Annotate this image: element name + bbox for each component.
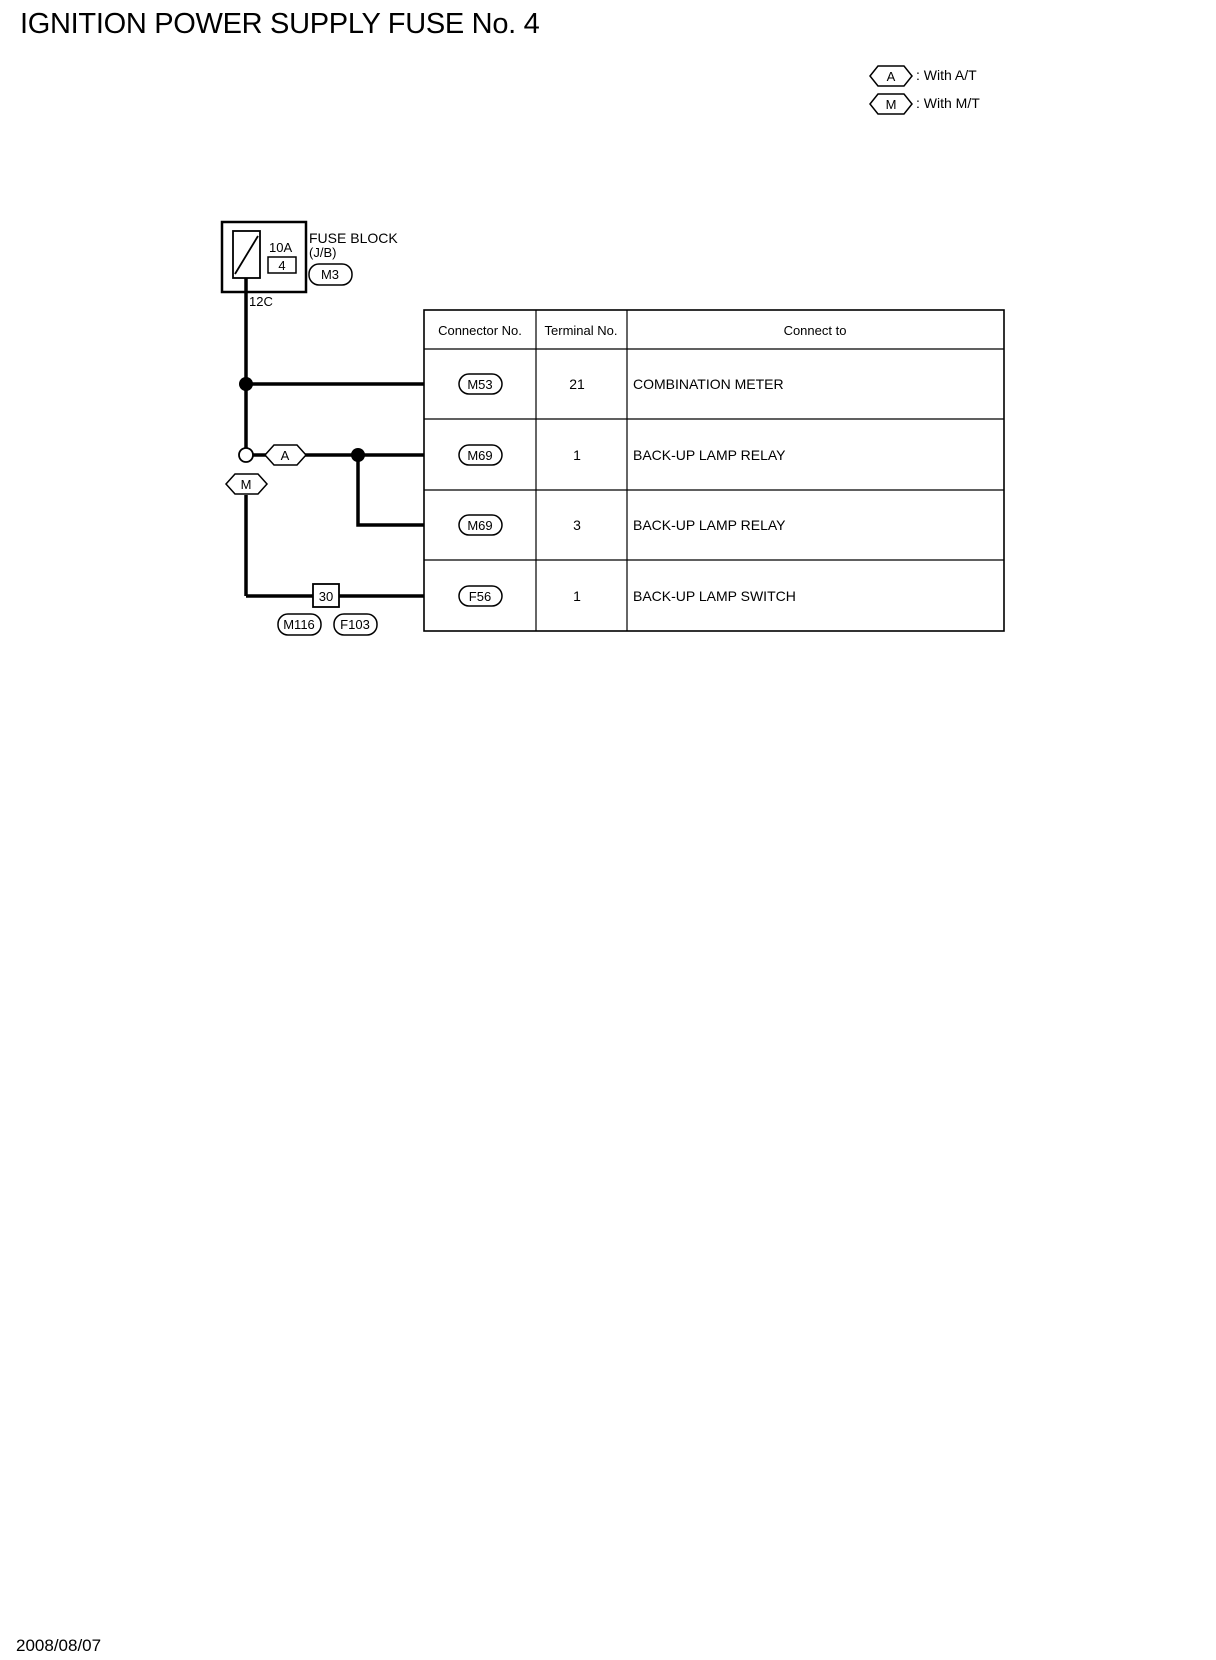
joint-connector-1: M116 <box>283 617 315 632</box>
fuse-block-label: FUSE BLOCK <box>309 230 398 246</box>
fuse-block-sublabel: (J/B) <box>309 245 337 260</box>
fuse-block-connector: M3 <box>320 267 340 282</box>
option-split-point <box>239 448 253 462</box>
splice-dot <box>239 377 253 391</box>
legend-code: A <box>886 69 896 84</box>
svg-text:A: A <box>280 448 290 463</box>
wires <box>246 278 424 596</box>
footer-date: 2008/08/07 <box>16 1636 102 1655</box>
table-header: Terminal No. <box>544 323 618 338</box>
svg-text:M: M <box>240 477 252 492</box>
fuse-terminal: 12C <box>249 294 273 309</box>
row-terminal: 21 <box>569 376 585 392</box>
legend-text: : With A/T <box>916 67 977 83</box>
row-connector: M69 <box>467 518 493 533</box>
option-tag-at <box>265 445 306 465</box>
connection-table <box>424 310 1004 631</box>
joint-connector-2: F103 <box>340 617 370 632</box>
option-tag-mt <box>226 474 267 494</box>
joint-terminal: 30 <box>318 589 334 604</box>
row-connect-to: BACK-UP LAMP SWITCH <box>633 588 796 604</box>
legend-code: M <box>885 97 897 112</box>
table-header: Connect to <box>783 323 847 338</box>
row-connector: M69 <box>467 448 493 463</box>
fuse-block <box>222 222 398 309</box>
page-title: IGNITION POWER SUPPLY FUSE No. 4 <box>20 8 540 40</box>
row-connector: M53 <box>467 377 493 392</box>
row-terminal: 1 <box>573 447 581 463</box>
row-terminal: 1 <box>573 588 581 604</box>
fuse-number: 4 <box>278 258 286 273</box>
table-header: Connector No. <box>438 323 522 338</box>
row-terminal: 3 <box>573 517 581 533</box>
splice-dot <box>351 448 365 462</box>
legend-text: : With M/T <box>916 95 980 111</box>
row-connect-to: COMBINATION METER <box>633 376 784 392</box>
joint-connector <box>278 584 377 635</box>
row-connect-to: BACK-UP LAMP RELAY <box>633 447 786 463</box>
fuse-amperage: 10A <box>269 240 293 255</box>
row-connector: F56 <box>468 589 492 604</box>
row-connect-to: BACK-UP LAMP RELAY <box>633 517 786 533</box>
